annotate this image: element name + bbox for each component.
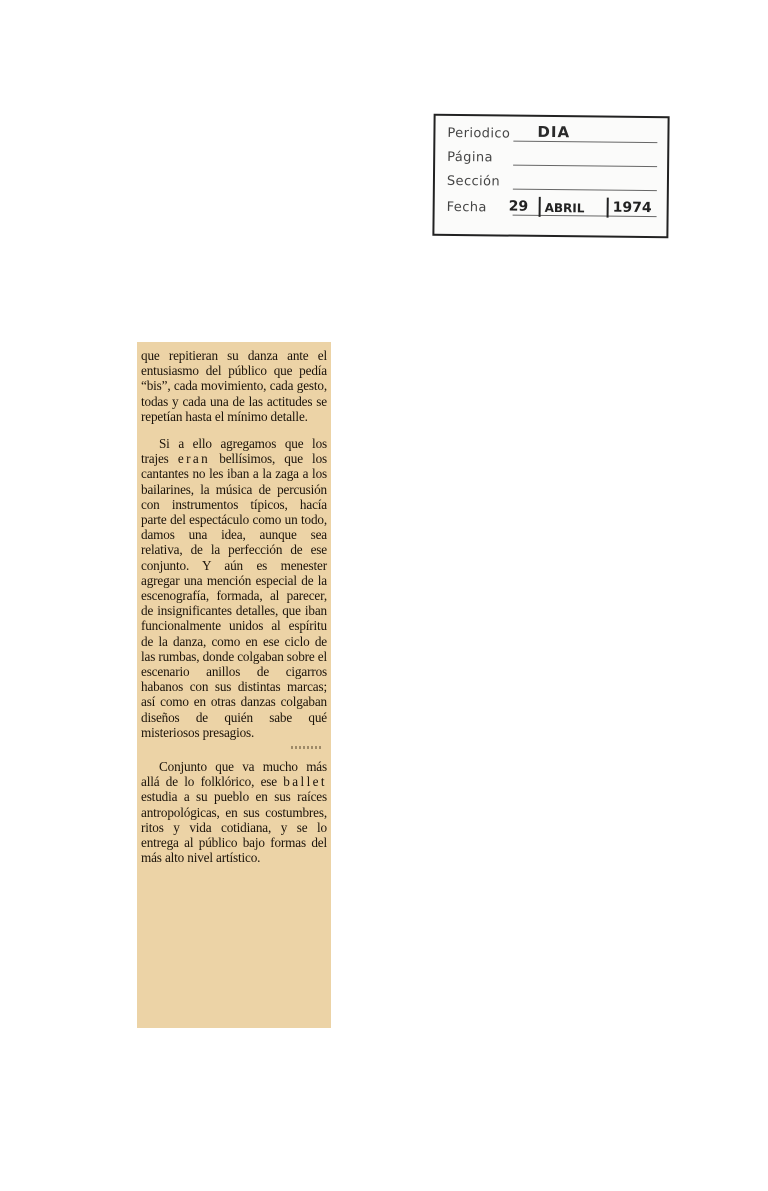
date-separator xyxy=(539,197,541,217)
periodico-value: DIA xyxy=(537,122,571,142)
periodico-line xyxy=(513,141,657,144)
pagina-line xyxy=(513,165,657,168)
fecha-day: 29 xyxy=(508,198,529,215)
fecha-month: ABRIL xyxy=(544,200,585,216)
p2-text-b: bellísimos, que los cantantes no les iban a la zaga a los bailarines, la música de percusión con instrumentos típicos, hacía parte del espectáculo como un todo, damos una idea, aunque sea relativa, de la perfección de ese conjunto. Y aún es menester agregar una mención especial de la escenografía, formada, al parecer, de insignificantes detalles, que iban funcionalmente unidos al espíritu de la danza, como en ese ciclo de las rumbas, donde colgaban sobre el escenario anillos de cigarros habanos con sus distintas marcas; así como en otras danzas colgaban diseños de quién sabe qué misteriosos presagios. xyxy=(141,451,327,740)
archive-stamp xyxy=(432,114,669,238)
periodico-label: Periodico xyxy=(447,125,511,142)
section-divider xyxy=(291,746,321,749)
seccion-line xyxy=(513,189,657,192)
stamp-row-pagina xyxy=(447,144,657,170)
fecha-label: Fecha xyxy=(446,199,487,216)
p3-spaced-word: ballet xyxy=(283,774,327,790)
p3-text-a: Conjunto que va mucho más allá de lo folklórico, ese xyxy=(141,759,327,790)
stamp-row-seccion xyxy=(447,168,657,194)
fecha-year: 1974 xyxy=(612,199,652,217)
stamp-row-periodico xyxy=(447,120,657,146)
newspaper-clipping xyxy=(137,342,331,1028)
stamp-row-fecha xyxy=(447,194,657,220)
p2-spaced-word: eran xyxy=(177,451,211,467)
article-paragraph-3 xyxy=(141,759,327,865)
pagina-label: Página xyxy=(447,149,493,166)
article-paragraph-1: que repitieran su danza ante el entusiasmo del público que pedía “bis”, cada movimiento, cada gesto, todas y cada una de las actitudes se repetían hasta el mínimo detalle. xyxy=(141,348,327,424)
seccion-label: Sección xyxy=(446,173,501,190)
p3-text-b: estudia a su pueblo en sus raíces antropológicas, en sus costumbres, ritos y vida cotidiana, y se lo entrega al público bajo formas del más alto nivel artístico. xyxy=(141,789,327,866)
p2-text-a: Si a ello agregamos que los trajes xyxy=(141,436,327,467)
date-separator xyxy=(607,198,609,218)
article-paragraph-2 xyxy=(141,436,327,740)
